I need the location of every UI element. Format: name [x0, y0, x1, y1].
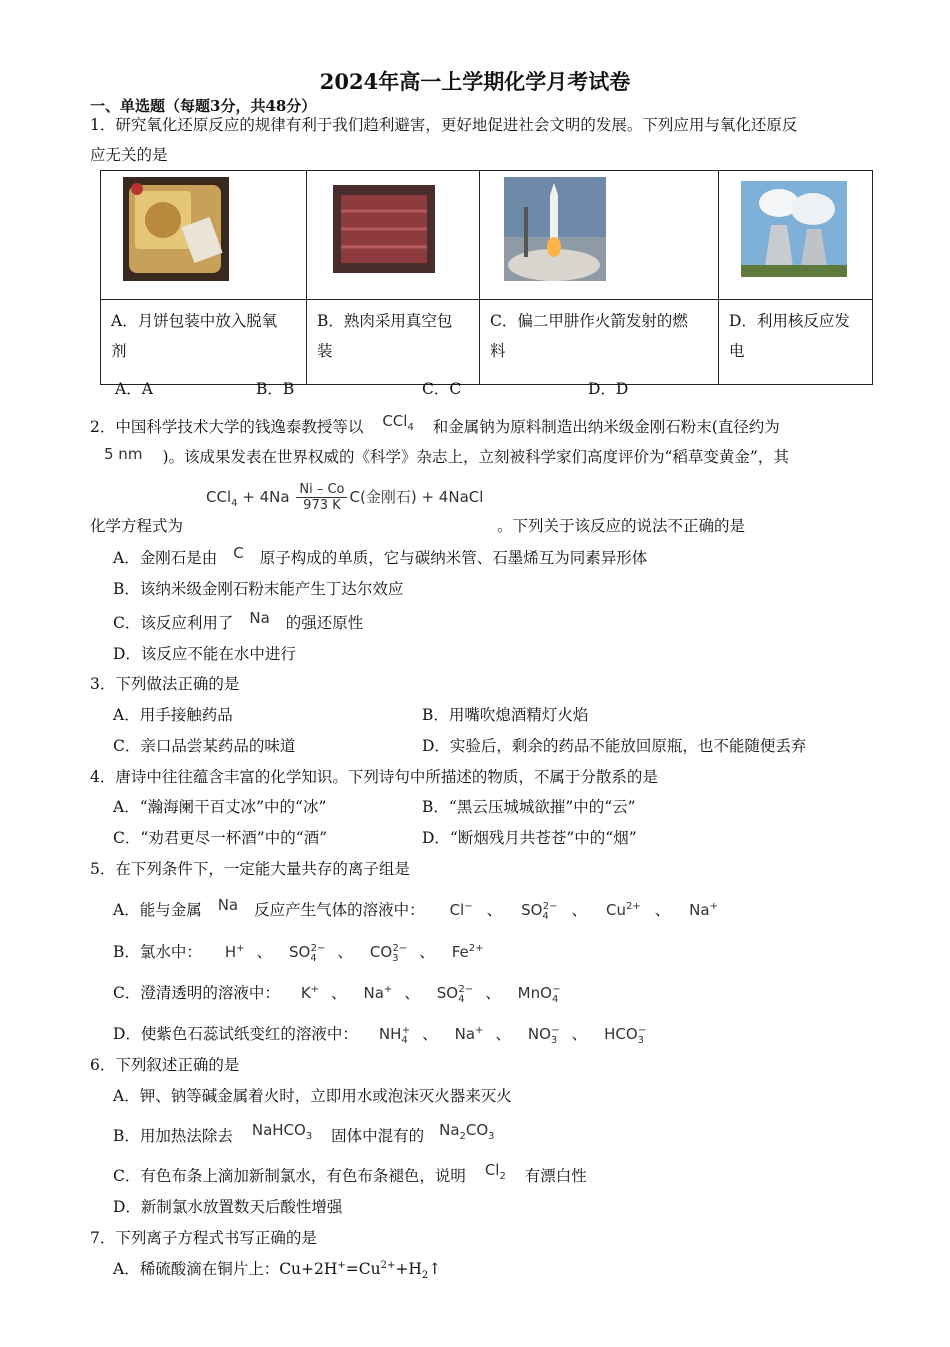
q3-option-a: A．用手接触药品 [113, 706, 233, 724]
q1-answer-a: A．A [115, 380, 153, 398]
q6-option-a: A．钾、钠等碱金属着火时，立即用水或泡沫灭火器来灭火 [113, 1087, 512, 1105]
q1-option-b: B．熟肉采用真空包 装 [307, 300, 480, 385]
q6-option-c: C．有色布条上滴加新制氯水，有色布条褪色，说明 $Cl_2$ 有漂白性 [113, 1161, 587, 1185]
q3-stem: 3．下列做法正确的是 [90, 675, 240, 693]
q2-option-d: D．该反应不能在水中进行 [113, 645, 296, 663]
q2-stem-4: 。下列关于该反应的说法不正确的是 [497, 517, 746, 535]
q4-option-d: D．“断烟残月共苍苍”中的“烟” [422, 829, 637, 847]
q1-options-table [100, 170, 873, 385]
q5-option-c: C．澄清透明的溶液中： K+ 、 Na+ 、 $SO_4^{2-}$ 、 MnO$_4$− [113, 984, 561, 1005]
q2-stem-1: 2．中国科学技术大学的钱逸泰教授等以 CCl$_4$ 和金属钠为原料制造出纳米级金刚石粉末(直径约为 [90, 412, 780, 436]
cooling-tower-image [741, 181, 847, 277]
q4-option-a: A．“瀚海阑干百丈冰”中的“冰” [113, 798, 327, 816]
q1-answer-b: B．B [256, 380, 295, 398]
q5-option-a: A．能与金属 Na 反应产生气体的溶液中： Cl− 、 $SO_4^{2-}$ 、 $Cu^{2+}$ 、 Na+ [113, 896, 718, 922]
q4-option-c: C．“劝君更尽一杯酒”中的“酒” [113, 829, 328, 847]
q2-option-c: C．该反应利用了 Na 的强还原性 [113, 609, 364, 632]
q6-stem: 6．下列叙述正确的是 [90, 1056, 240, 1074]
q5-option-b: B．氯水中： H+ 、 $SO_4^{2-}$ 、 $CO_3^{2-}$ 、 $Fe^{2+}$ [113, 943, 484, 964]
q7-stem: 7．下列离子方程式书写正确的是 [90, 1229, 317, 1247]
q1-option-a: A．月饼包装中放入脱氧 剂 [101, 300, 307, 385]
q1-image-cell-b [307, 171, 480, 300]
q5-stem: 5．在下列条件下，一定能大量共存的离子组是 [90, 860, 410, 878]
q1-image-cell-d [719, 171, 873, 300]
q1-answer-d: D．D [588, 380, 629, 398]
q3-option-d: D．实验后，剩余的药品不能放回原瓶，也不能随便丢弃 [422, 737, 807, 755]
q6-option-b: B．用加热法除去 NaHCO$_3$ 固体中混有的 $Na_2CO_3$ [113, 1121, 495, 1145]
vacuum-meat-image [333, 185, 435, 273]
q2-stem-3: 化学方程式为 [90, 517, 184, 535]
q5-option-d: D．使紫色石蕊试纸变红的溶液中： $NH_4^+$ 、 Na+ 、 $NO_3^-$ 、 $HCO_3^-$ [113, 1025, 647, 1046]
q4-option-b: B．“黑云压城城欲摧”中的“云” [422, 798, 636, 816]
q3-option-c: C．亲口品尝某药品的味道 [113, 737, 296, 755]
q2-equation: CCl$_4$ + 4Na $\frac{Ni - Co}{973 K}$ C(金刚石) + 4NaCl [206, 482, 484, 513]
q2-option-b: B．该纳米级金刚石粉末能产生丁达尔效应 [113, 580, 404, 598]
q3-option-b: B．用嘴吹熄酒精灯火焰 [422, 706, 589, 724]
q2-stem-2: 5 nm )。该成果发表在世界权威的《科学》杂志上，立刻被科学家们高度评价为“稻草变黄金”，其 [104, 445, 789, 466]
q2-option-a: A．金刚石是由 C 原子构成的单质，它与碳纳米管、石墨烯互为同素异形体 [113, 544, 648, 567]
q1-option-d: D．利用核反应发 电 [719, 300, 873, 385]
q7-option-a: A．稀硫酸滴在铜片上：$Cu+2H^+=Cu^{2+}+H_2↑$ [113, 1259, 442, 1282]
q4-stem: 4．唐诗中往往蕴含丰富的化学知识。下列诗句中所描述的物质，不属于分散系的是 [90, 768, 658, 786]
q1-option-c: C．偏二甲肼作火箭发射的燃 料 [480, 300, 719, 385]
q1-image-cell-c [480, 171, 719, 300]
q1-line1: 1．研究氧化还原反应的规律有利于我们趋利避害，更好地促进社会文明的发展。下列应用与氧化还原反 [90, 116, 798, 134]
rocket-launch-image [504, 177, 606, 281]
q1-line2: 应无关的是 [90, 146, 168, 164]
q1-image-cell-a [101, 171, 307, 300]
q6-option-d: D．新制氯水放置数天后酸性增强 [113, 1198, 343, 1216]
page-title: 2024年高一上学期化学月考试卷 [319, 69, 631, 94]
mooncake-package-image [123, 177, 229, 281]
q1-answer-c: C．C [422, 380, 462, 398]
section-heading: 一、单选题（每题3分，共48分） [90, 97, 317, 115]
